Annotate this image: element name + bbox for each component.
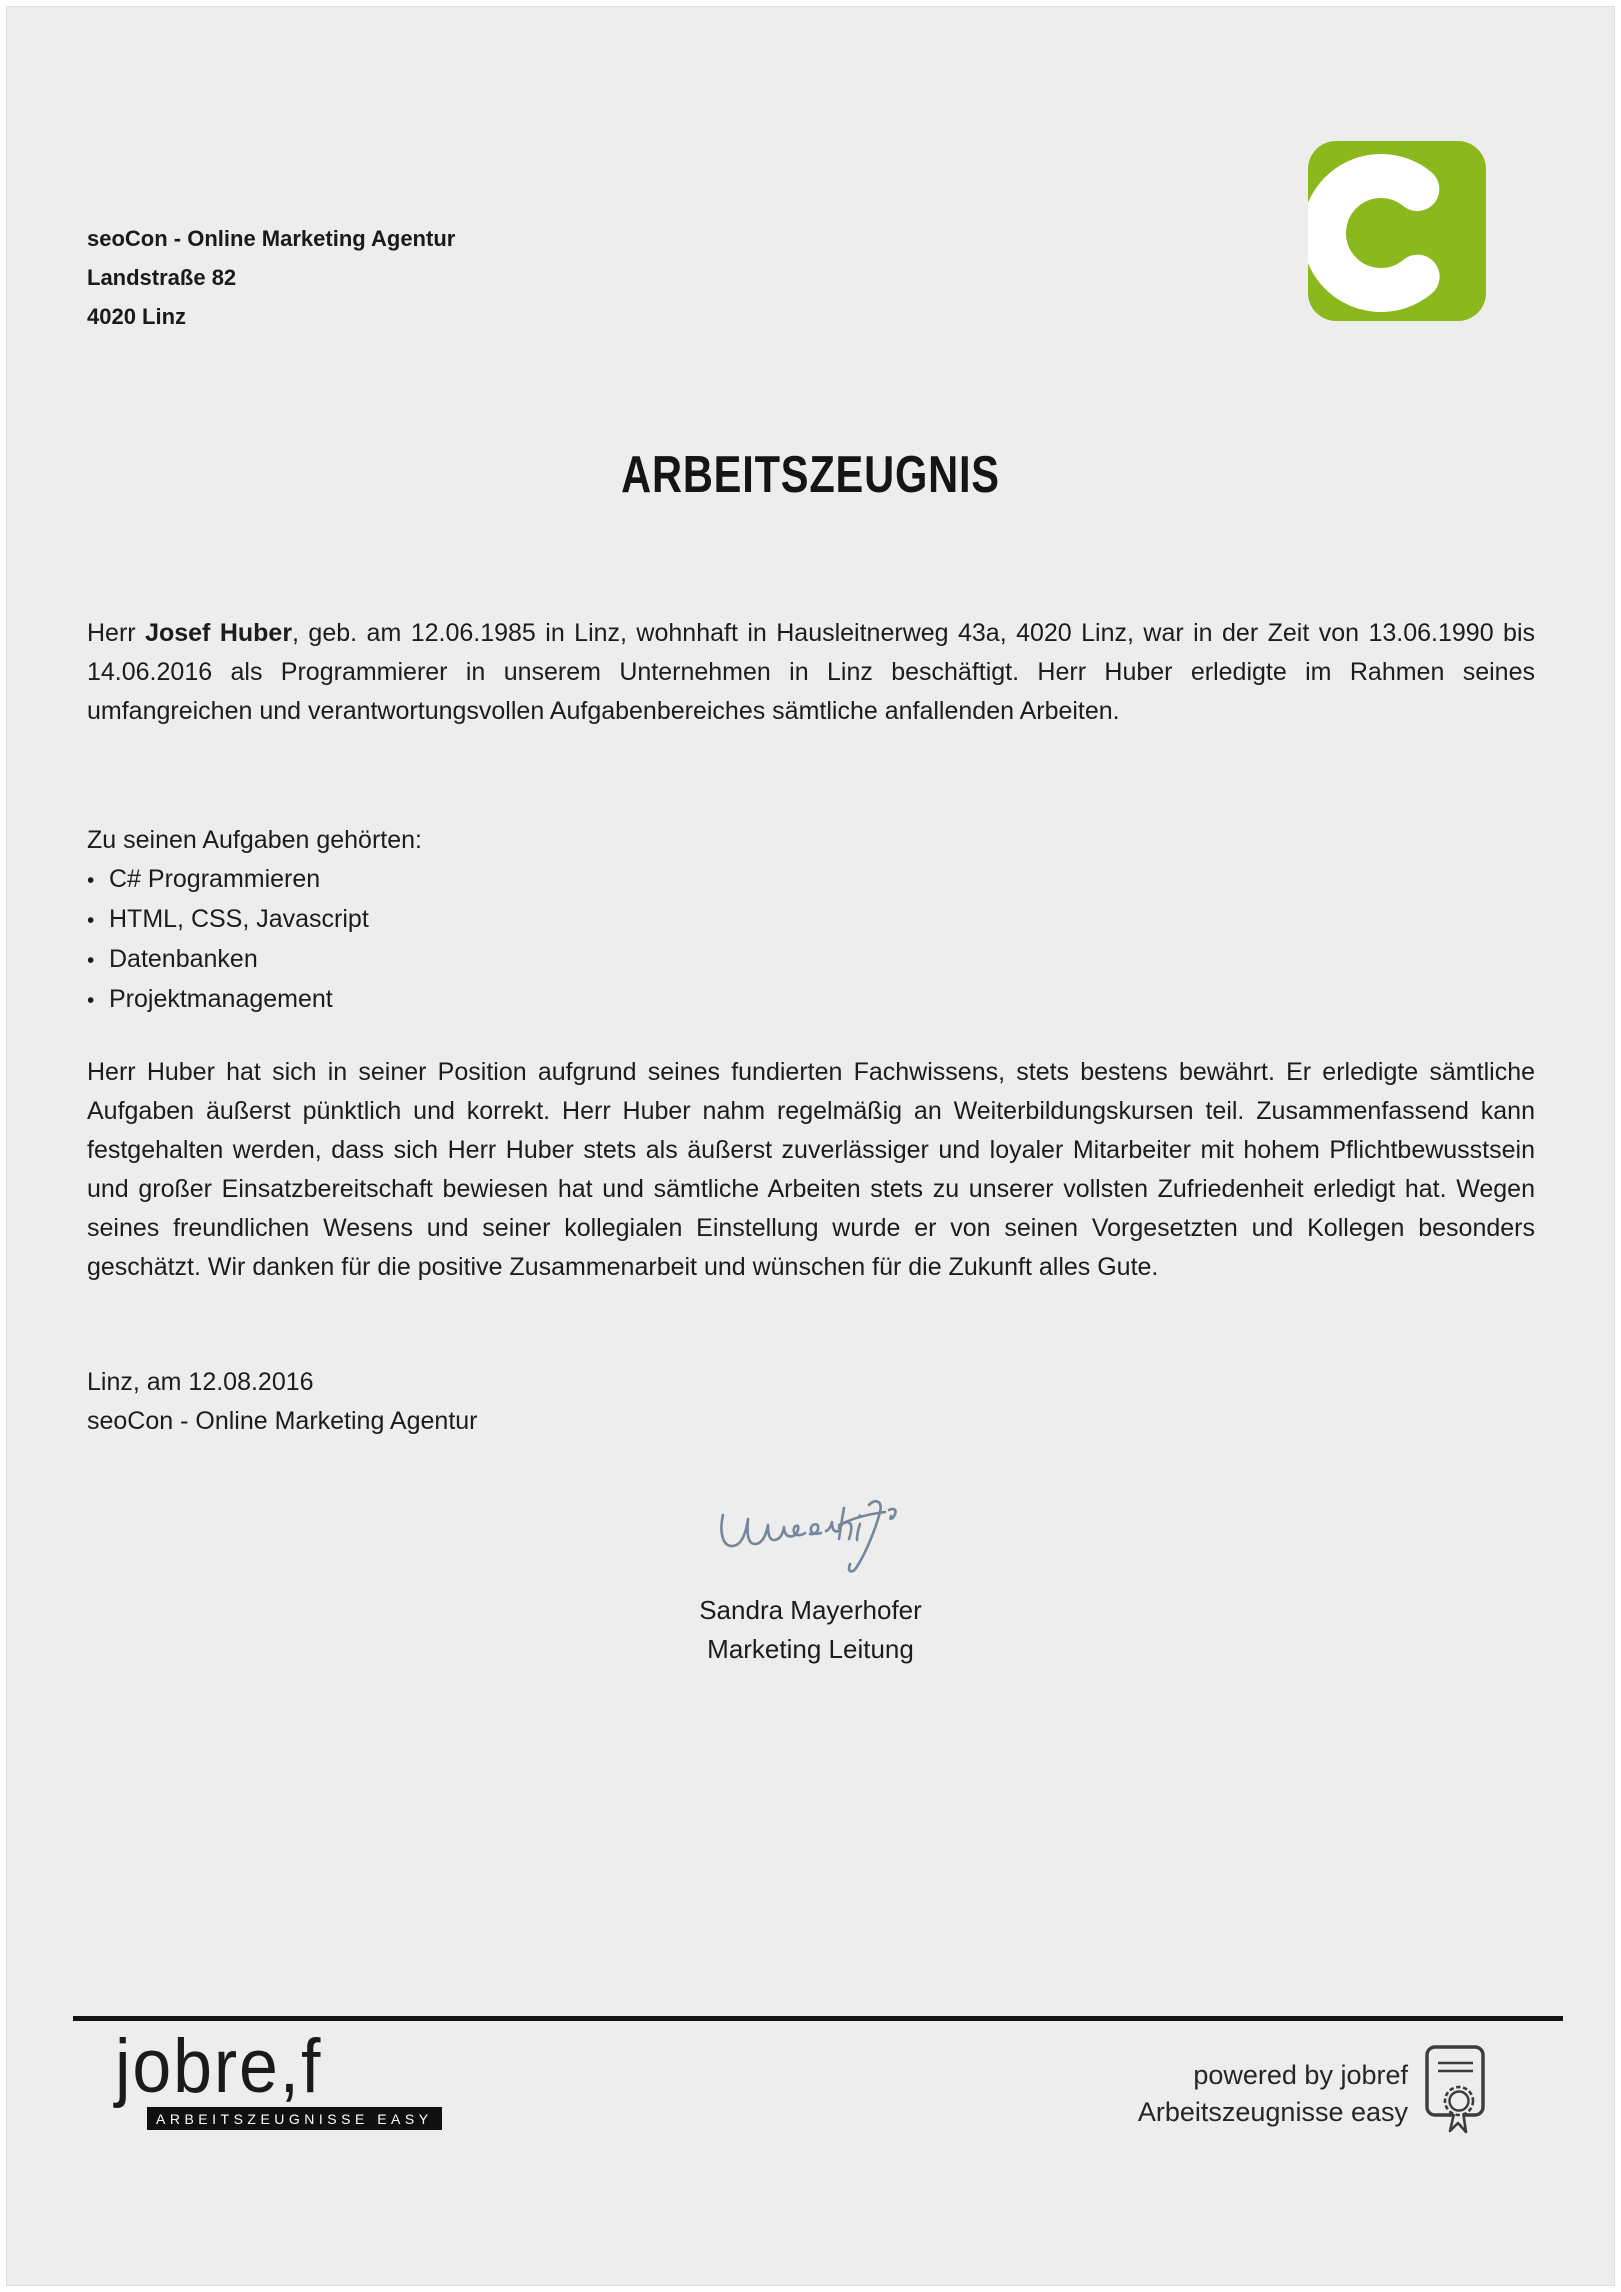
company-signoff: seoCon - Online Marketing Agentur	[87, 1407, 478, 1435]
powered-line1: powered by jobref	[1193, 2060, 1408, 2090]
employee-name: Josef Huber	[145, 619, 293, 647]
document-page	[6, 6, 1615, 2286]
sender-street: Landstraße 82	[87, 265, 237, 290]
jobref-logo	[115, 2024, 442, 2130]
brand-tagline: ARBEITSZEUGNISSE EASY	[147, 2107, 442, 2130]
list-item	[87, 940, 422, 980]
task-label: Datenbanken	[109, 945, 258, 973]
date-block	[87, 1363, 478, 1441]
jobref-wordmark	[115, 2024, 415, 2109]
tasks-intro: Zu seinen Aufgaben gehörten:	[87, 826, 422, 854]
signatory-role: Marketing Leitung	[707, 1634, 914, 1664]
brand-text: jobre	[115, 2024, 280, 2109]
company-logo-icon	[1308, 141, 1486, 321]
sender-company: seoCon - Online Marketing Agentur	[87, 226, 456, 251]
powered-line2: Arbeitszeugnisse easy	[1137, 2097, 1408, 2127]
evaluation-paragraph: Herr Huber hat sich in seiner Position aufgrund seines fundierten Fachwissens, stets bestens bewährt. Er erledigte sämtliche Aufgaben äußerst pünktlich und korrekt. Herr Huber nahm regelmäßig an Weiterbildungskursen teil. Zusammenfassend kann festgehalten werden, dass sich Herr Huber stets als äußerst zuverlässiger und loyaler Mitarbeiter mit hohem Pflichtbewusstsein und großer Einsatzbereitschaft bewiesen hat und sämtliche Arbeiten stets zu unserer vollsten Zufriedenheit erledigt hat. Wegen seines freundlichen Wesens und seiner kollegialen Einstellung wurde er von seinen Vorgesetzten und Kollegen besonders geschätzt. Wir danken für die positive Zusammenarbeit und wünschen für die Zukunft alles Gute.	[87, 1058, 1535, 1281]
powered-by-block	[1138, 2043, 1486, 2135]
bullet-icon: •	[87, 949, 95, 972]
sender-city: 4020 Linz	[87, 304, 187, 329]
bullet-icon: •	[87, 909, 95, 932]
certificate-icon	[1424, 2043, 1486, 2135]
brand-comma: ,	[279, 2024, 301, 2109]
list-item	[87, 860, 422, 900]
signature-block	[7, 1497, 1614, 1669]
c-letter-icon	[1308, 141, 1486, 321]
brand-text: f	[300, 2024, 323, 2109]
sender-address-block	[87, 219, 455, 336]
handwritten-signature	[711, 1497, 911, 1577]
document-title: ARBEITSZEUGNIS	[621, 446, 1000, 504]
intro-post: , geb. am 12.06.1985 in Linz, wohnhaft in Hausleitnerweg 43a, 4020 Linz, war in der Zeit von 13.06.1990 bis 14.06.2016 als Programmierer in unserem Unternehmen in Linz beschäftigt. Herr Huber erledigte im Rahmen seines umfangreichen und verantwortungsvollen Aufgabenbereiches sämtliche anfallenden Arbeiten.	[87, 619, 1536, 725]
tasks-list	[87, 860, 422, 1020]
date-line: Linz, am 12.08.2016	[87, 1368, 314, 1396]
intro-pre: Herr	[87, 619, 146, 647]
bullet-icon: •	[87, 869, 95, 892]
footer-divider	[73, 2016, 1563, 2021]
bullet-icon: •	[87, 989, 95, 1012]
intro-paragraph	[87, 614, 1535, 731]
task-label: C# Programmieren	[109, 865, 321, 893]
task-label: Projektmanagement	[109, 985, 333, 1013]
powered-by-text	[1138, 2043, 1408, 2131]
list-item	[87, 980, 422, 1020]
task-label: HTML, CSS, Javascript	[109, 905, 369, 933]
list-item	[87, 900, 422, 940]
signatory-name: Sandra Mayerhofer	[699, 1595, 922, 1625]
tasks-section	[87, 821, 422, 1020]
